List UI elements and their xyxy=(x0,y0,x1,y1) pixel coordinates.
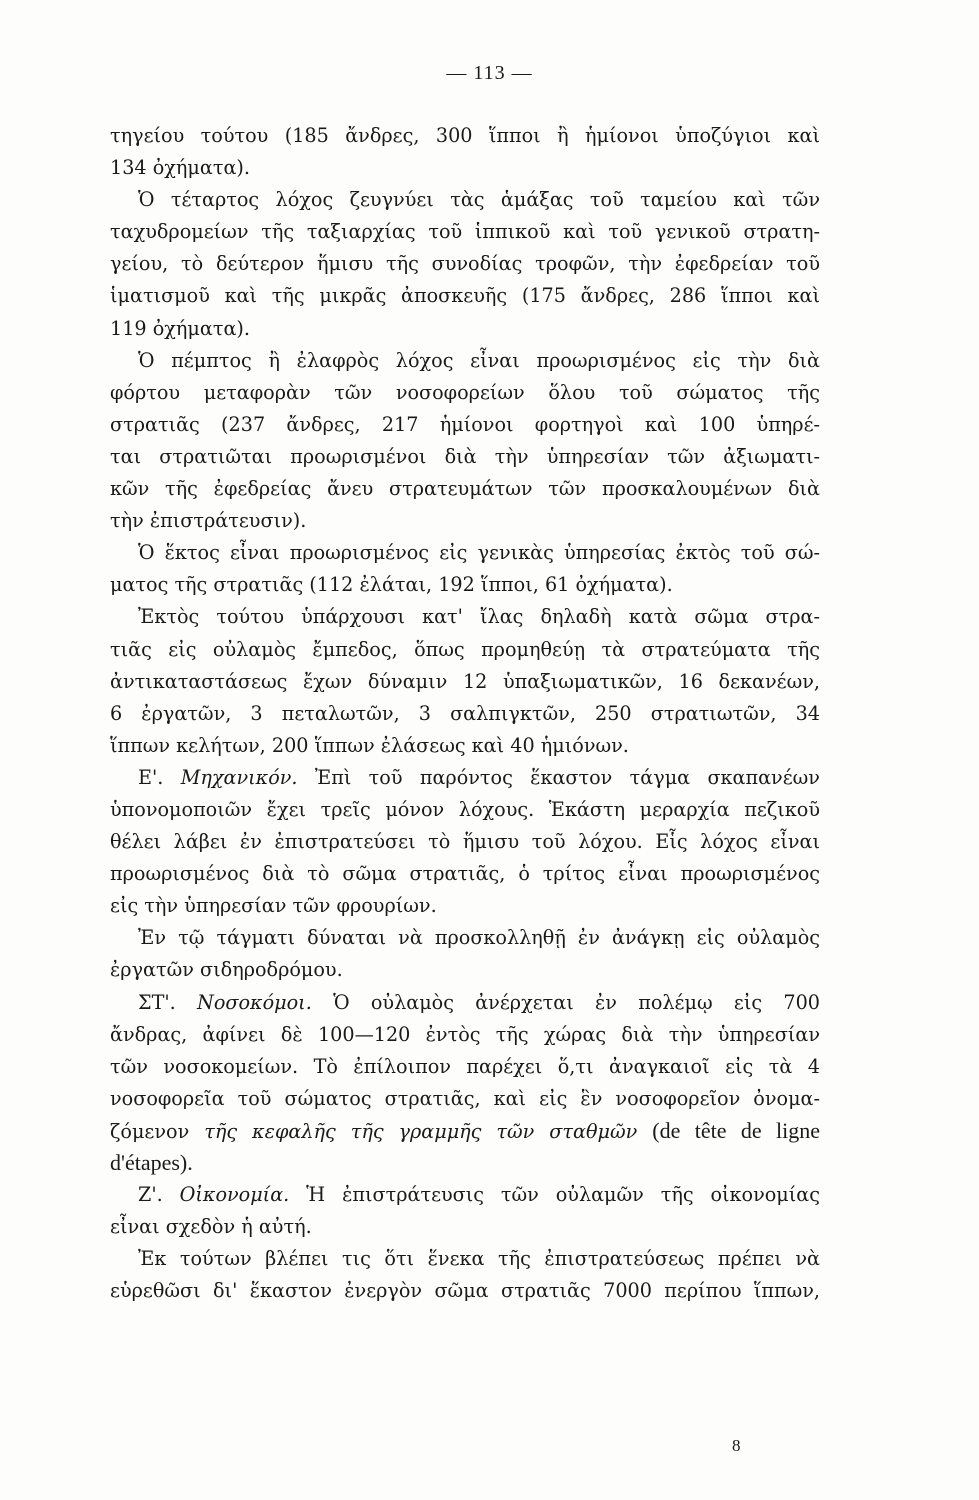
text-line: εἶναι σχεδὸν ἡ αὐτή. xyxy=(110,1215,312,1239)
italic-fragment: τῆς κεφαλῆς τῆς γραμμῆς τῶν σταθμῶν xyxy=(204,1119,638,1143)
text-line xyxy=(110,1115,820,1147)
section-st-heading-line xyxy=(110,987,820,1019)
section-text: Ἐπὶ τοῦ παρόντος ἕκαστον τάγμα σκαπανέων xyxy=(314,765,820,789)
text-line: Ὁ ἕκτος εἶναι προωρισμένος εἰς γενικὰς ὑπηρεσίας ἐκτὸς τοῦ σώ- xyxy=(138,541,820,565)
text-line: ἐργατῶν σιδηροδρόμου. xyxy=(110,958,343,982)
text-line: νοσοφορεῖα τοῦ σώματος στρατιᾶς, καὶ εἰς ἓν νοσοφορεῖον ὀνομα- xyxy=(110,1086,820,1110)
text-line: Ἐκτὸς τούτου ὑπάρχουσι κατ' ἴλας δηλαδὴ κατὰ σῶμα στρα- xyxy=(138,605,820,629)
text-line: εἰς τὴν ὑπηρεσίαν τῶν φρουρίων. xyxy=(110,894,437,918)
text-line: τηγείου τούτου (185 ἄνδρες, 300 ἵπποι ἢ ἡμίονοι ὑποζύγιοι καὶ xyxy=(110,124,820,147)
page-number-header: — 113 — xyxy=(446,62,533,84)
section-e-heading-line xyxy=(110,762,820,794)
section-label: ΣΤ'. xyxy=(138,990,176,1014)
text-line: τιᾶς εἰς οὐλαμὸς ἔμπεδος, ὅπως προμηθεύῃ τὰ στρατεύματα τῆς xyxy=(110,637,820,661)
section-title: Μηχανικόν. xyxy=(180,765,298,789)
text-line: ἱματισμοῦ καὶ τῆς μικρᾶς ἀποσκευῆς (175 ἄνδρες, 286 ἵπποι καὶ xyxy=(110,284,820,308)
section-text: Ἡ ἐπιστράτευσις τῶν οὐλαμῶν τῆς οἰκονομίας xyxy=(306,1183,820,1207)
latin-line: d'étapes). xyxy=(110,1150,193,1175)
signature-mark: 8 xyxy=(732,1436,741,1455)
text-line: Ἐν τῷ τάγματι δύναται νὰ προσκολληθῇ ἐν ἀνάγκῃ εἰς οὐλαμὸς xyxy=(138,926,820,950)
text-line: κῶν τῆς ἐφεδρείας ἄνευ στρατευμάτων τῶν προσκαλουμένων διὰ xyxy=(110,477,820,501)
text-line: στρατιᾶς (237 ἄνδρες, 217 ἡμίονοι φορτηγοὶ καὶ 100 ὑπηρέ- xyxy=(110,412,820,436)
text-fragment: ζόμενον xyxy=(110,1119,190,1143)
text-line: 6 ἐργατῶν, 3 πεταλωτῶν, 3 σαλπιγκτῶν, 250 στρατιωτῶν, 34 xyxy=(110,701,820,725)
text-line: Ὁ πέμπτος ἢ ἐλαφρὸς λόχος εἶναι προωρισμένος εἰς τὴν διὰ xyxy=(138,348,820,372)
text-line: ματος τῆς στρατιᾶς (112 ἐλάται, 192 ἵπποι, 61 ὀχήματα). xyxy=(110,573,673,597)
text-line: φόρτου μεταφορὰν τῶν νοσοφορείων ὅλου τοῦ σώματος τῆς xyxy=(110,380,820,404)
text-line: γείου, τὸ δεύτερον ἥμισυ τῆς συνοδίας τροφῶν, τὴν ἐφεδρείαν τοῦ xyxy=(110,252,820,276)
text-line: 134 ὀχήματα). xyxy=(110,156,250,180)
text-line: θέλει λάβει ἐν ἐπιστρατεύσει τὸ ἥμισυ τοῦ λόχου. Εἷς λόχος εἶναι xyxy=(110,830,820,854)
text-line: Ἐκ τούτων βλέπει τις ὅτι ἕνεκα τῆς ἐπιστρατεύσεως πρέπει νὰ xyxy=(138,1247,820,1271)
text-line: ὑπονομοποιῶν ἔχει τρεῖς μόνον λόχους. Ἑκάστη μεραρχία πεζικοῦ xyxy=(110,797,820,821)
text-line: 119 ὀχήματα). xyxy=(110,316,250,340)
section-label: Ε'. xyxy=(138,765,164,789)
text-line: τὴν ἐπιστράτευσιν). xyxy=(110,509,307,533)
section-label: Ζ'. xyxy=(138,1183,163,1207)
section-title: Οἰκονομία. xyxy=(179,1183,290,1207)
text-line: εὑρεθῶσι δι' ἕκαστον ἐνεργὸν σῶμα στρατιᾶς 7000 περίπου ἵππων, xyxy=(110,1279,820,1303)
section-text: Ὁ οὐλαμὸς ἀνέρχεται ἐν πολέμῳ εἰς 700 xyxy=(333,990,820,1014)
section-title: Νοσοκόμοι. xyxy=(197,990,312,1014)
text-line: ταχυδρομείων τῆς ταξιαρχίας τοῦ ἱππικοῦ καὶ τοῦ γενικοῦ στρατη- xyxy=(110,220,820,244)
latin-fragment: (de tête de ligne xyxy=(652,1117,820,1143)
text-line: ἵππων κελήτων, 200 ἵππων ἐλάσεως καὶ 40 ἡμιόνων. xyxy=(110,733,629,757)
text-line: τῶν νοσοκομείων. Τὸ ἐπίλοιπον παρέχει ὅ,τι ἀναγκαιοῖ εἰς τὰ 4 xyxy=(110,1054,820,1078)
section-z-heading-line xyxy=(110,1179,820,1211)
text-line: ἀντικαταστάσεως ἔχων δύναμιν 12 ὑπαξιωματικῶν, 16 δεκανέων, xyxy=(110,669,820,693)
text-line: ἄνδρας, ἀφίνει δὲ 100—120 ἐντὸς τῆς χώρας διὰ τὴν ὑπηρεσίαν xyxy=(110,1022,820,1046)
body-text xyxy=(110,120,820,1307)
text-line: ται στρατιῶται προωρισμένοι διὰ τὴν ὑπηρεσίαν τῶν ἀξιωματι- xyxy=(110,444,820,468)
text-line: Ὁ τέταρτος λόχος ζευγνύει τὰς ἁμάξας τοῦ ταμείου καὶ τῶν xyxy=(138,188,820,212)
text-line: προωρισμένος διὰ τὸ σῶμα στρατιᾶς, ὁ τρίτος εἶναι προωρισμένος xyxy=(110,862,820,886)
